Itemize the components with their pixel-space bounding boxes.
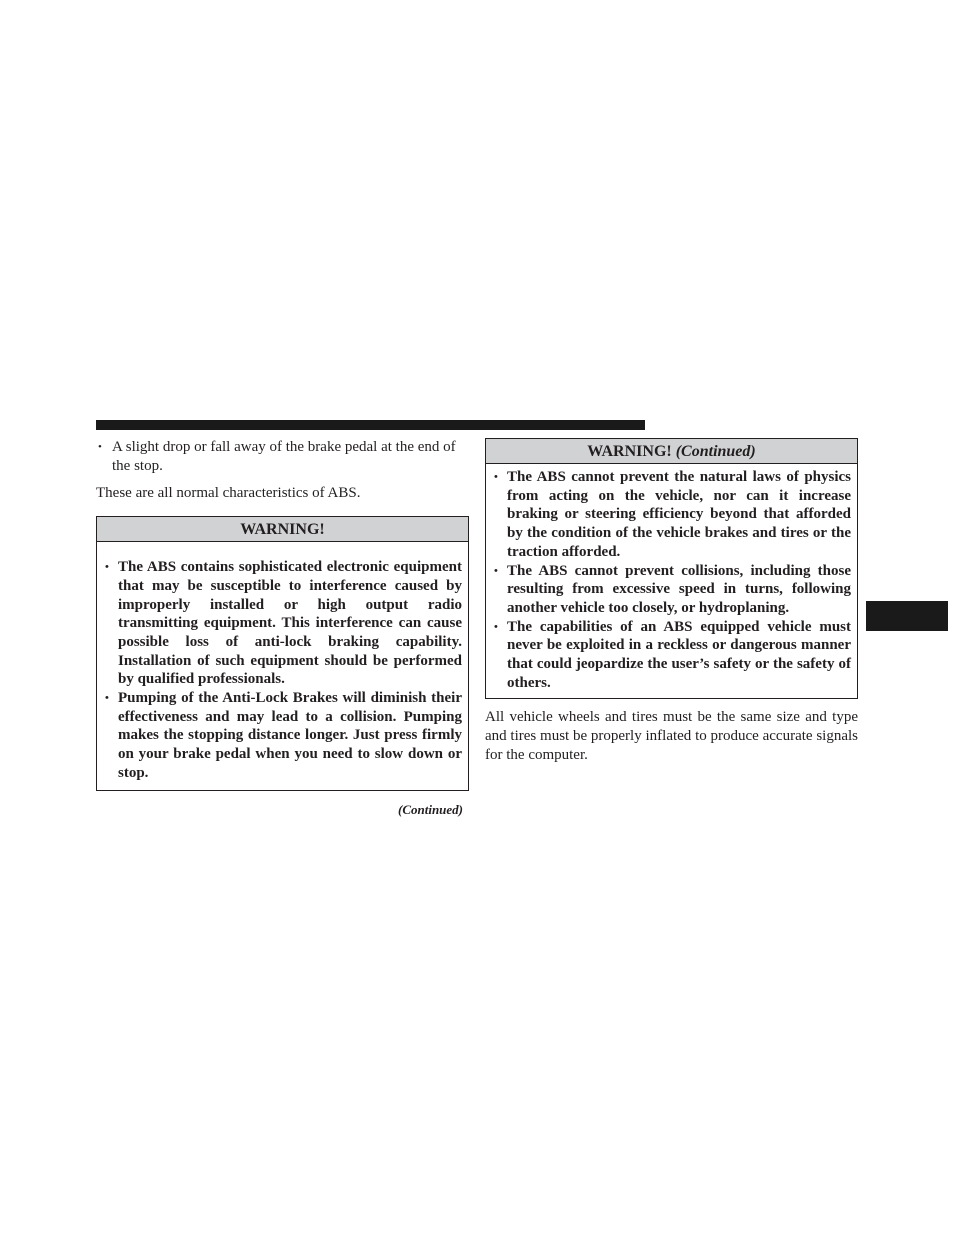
warning-title-text: WARNING! xyxy=(240,521,325,539)
warning-title xyxy=(486,439,857,464)
bullet-icon: • xyxy=(105,561,109,574)
chapter-tab xyxy=(866,601,948,631)
warning-title xyxy=(97,517,468,542)
bullet-icon: • xyxy=(98,441,102,453)
warning-item xyxy=(105,689,462,783)
left-column xyxy=(96,438,469,819)
bullet-icon: • xyxy=(105,692,109,705)
bullet-text: A slight drop or fall away of the brake pedal at the end of the stop. xyxy=(112,439,456,474)
warning-item xyxy=(494,618,851,693)
warning-item-text: The ABS cannot prevent the natural laws of physics from acting on the vehicle, nor can it increase braking or steering efficiency beyond that afforded by the condition of the vehicle brakes and tires or the traction afforded. xyxy=(507,469,851,560)
warning-item-text: The capabilities of an ABS equipped vehicle must never be exploited in a reckless or dangerous manner that could jeopardize the user’s safety or the safety of others. xyxy=(507,618,851,691)
header-rule xyxy=(96,420,645,430)
warning-body xyxy=(97,542,468,789)
body-paragraph: These are all normal characteristics of ABS. xyxy=(96,485,361,502)
continued-note: (Continued) xyxy=(397,801,463,817)
list-item xyxy=(96,438,469,475)
warning-item xyxy=(105,558,462,689)
body-paragraph: All vehicle wheels and tires must be the same size and type and tires must be properly inflated to produce accurate signals for the computer. xyxy=(485,709,858,763)
warning-item-text: The ABS cannot prevent collisions, including those resulting from excessive speed in turns, following another vehicle too closely, or hydroplaning. xyxy=(507,562,851,616)
bullet-icon: • xyxy=(494,620,498,633)
right-column xyxy=(485,438,858,780)
warning-item-text: Pumping of the Anti-Lock Brakes will diminish their effectiveness and may lead to a collision. Pumping makes the stopping distance longer. Just press firmly on your brake pedal when you need to slow down or stop. xyxy=(118,690,462,781)
warning-item xyxy=(494,562,851,618)
warning-item xyxy=(494,468,851,562)
warning-box-continued xyxy=(485,438,858,699)
bullet-icon: • xyxy=(494,471,498,483)
warning-title-suffix: (Continued) xyxy=(675,443,756,460)
warning-body xyxy=(486,464,857,698)
bullet-icon: • xyxy=(494,564,498,577)
warning-box xyxy=(96,516,469,790)
warning-title-text: WARNING! xyxy=(587,443,672,460)
warning-item-text: The ABS contains sophisticated electronic equipment that may be susceptible to interference caused by improperly installed or high output radio transmitting equipment. This interference can cause possible loss of anti-lock braking capability. Installation of such equipment should be performed by qualified professionals. xyxy=(118,559,462,688)
